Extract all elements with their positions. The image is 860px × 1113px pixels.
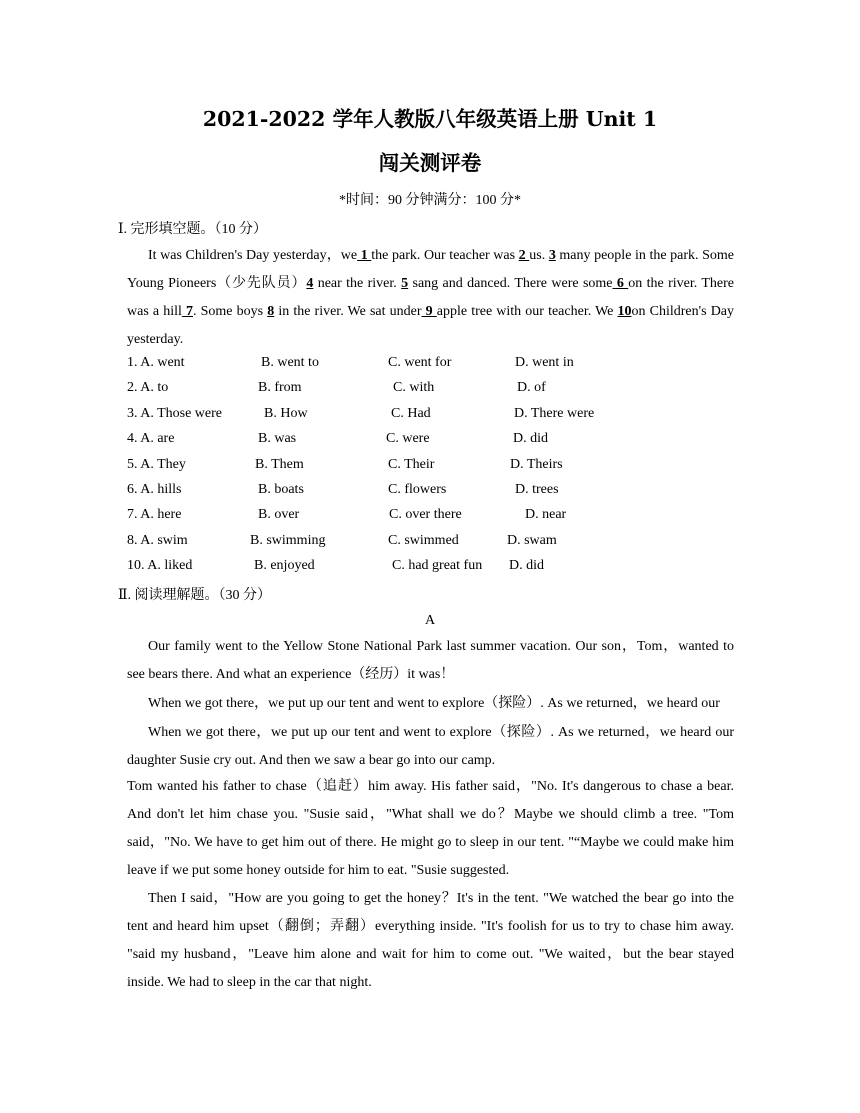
- option-choice[interactable]: D. did: [513, 431, 548, 447]
- option-choice[interactable]: C. were: [386, 431, 430, 447]
- option-row: [127, 533, 767, 558]
- option-choice[interactable]: B. was: [258, 431, 297, 447]
- option-choice[interactable]: D. did: [509, 558, 544, 574]
- passage-text: in the river. We sat under: [274, 304, 422, 319]
- option-choice[interactable]: B. How: [264, 405, 308, 421]
- option-choice[interactable]: B. from: [258, 380, 302, 396]
- reading-paragraph-3: When we got there，we put up our tent and went to explore（探险）. As we returned，we heard our daughter Susie cry out. And then we saw a bear go into our camp.: [127, 725, 734, 768]
- option-choice[interactable]: 8. A. swim: [127, 532, 188, 548]
- passage-text: sang and danced. There were some: [408, 276, 613, 291]
- option-choice[interactable]: D. swam: [507, 532, 557, 548]
- option-choice[interactable]: C. Their: [388, 456, 435, 472]
- exam-meta: *时间：90 分钟满分：100 分*: [339, 193, 521, 208]
- option-choice[interactable]: D. trees: [515, 481, 559, 497]
- option-choice[interactable]: 2. A. to: [127, 380, 169, 396]
- option-choice[interactable]: 6. A. hills: [127, 481, 182, 497]
- option-choice[interactable]: C. over there: [389, 507, 462, 523]
- reading-paragraph-2: When we got there，we put up our tent and went to explore（探险）. As we returned，we heard our: [148, 696, 720, 711]
- blank-number: 9: [421, 304, 437, 319]
- option-choice[interactable]: D. There were: [514, 405, 595, 421]
- blank-number: 7: [181, 304, 194, 319]
- option-choice[interactable]: C. Had: [391, 405, 431, 421]
- reading-paragraph-1: Our family went to the Yellow Stone National Park last summer vacation. Our son，Tom，wanted to see bears there. And what an experience（经历）it was！: [127, 639, 734, 682]
- blank-number: 4: [306, 276, 314, 291]
- passage-text: the park. Our teacher was: [371, 248, 519, 263]
- option-row: [127, 482, 767, 507]
- cloze-options: [127, 355, 767, 584]
- option-choice[interactable]: C. had great fun: [392, 558, 483, 574]
- reading-paragraph-4: Tom wanted his father to chase（追赶）him away. His father said，"No. It's dangerous to chase a bear. And don't let him chase you. "Susie said，"What shall we do？Maybe we should climb a tree. "Tom said，"No. We have to get him out of there. He might go to sleep in our tent. "“Maybe we could make him leave if we put some honey outside for him to eat. "Susie suggested.: [127, 779, 734, 878]
- option-row: [127, 558, 767, 583]
- blank-number: 5: [401, 276, 409, 291]
- cloze-passage: [127, 242, 734, 354]
- option-choice[interactable]: 1. A. went: [127, 355, 185, 370]
- option-choice[interactable]: 4. A. are: [127, 431, 175, 447]
- option-choice[interactable]: 7. A. here: [127, 507, 182, 523]
- option-choice[interactable]: B. went to: [261, 355, 319, 370]
- document-subtitle: 闯关测评卷: [378, 151, 482, 175]
- section-heading-cloze: Ⅰ. 完形填空题。（10 分）: [118, 222, 268, 237]
- reading-paragraph-5: Then I said，"How are you going to get the honey？It's in the tent. "We watched the bear go into the tent and heard him upset（翻倒；弄翻）everything inside. "It's foolish for us to try to chase him away. "said my husband，"Leave him alone and wait for him to come out. "We waited，but the bear stayed inside. We had to sleep in the car that night.: [127, 891, 734, 990]
- passage-text: It was Children's Day yesterday，we: [148, 248, 358, 263]
- option-choice[interactable]: B. Them: [255, 456, 304, 472]
- option-choice[interactable]: B. enjoyed: [254, 558, 315, 574]
- blank-number: 8: [267, 304, 275, 319]
- option-choice[interactable]: C. with: [393, 380, 435, 396]
- option-choice[interactable]: D. Theirs: [510, 456, 563, 472]
- blank-number: 3: [548, 248, 556, 263]
- option-choice[interactable]: D. went in: [515, 355, 574, 370]
- blank-number: 6: [612, 276, 629, 291]
- document-title: 2021-2022 学年人教版八年级英语上册 Unit 1: [202, 107, 658, 131]
- option-choice[interactable]: 5. A. They: [127, 456, 186, 472]
- blank-number: 1: [357, 248, 372, 263]
- option-choice[interactable]: D. near: [525, 507, 567, 523]
- option-choice[interactable]: 3. A. Those were: [127, 405, 222, 421]
- passage-text: . Some boys: [193, 304, 268, 319]
- option-choice[interactable]: C. flowers: [388, 481, 447, 497]
- option-row: [127, 406, 767, 431]
- option-row: [127, 355, 767, 380]
- passage-text: many people in the park. Some Young Pioneers（少先队员）: [127, 248, 735, 291]
- option-choice[interactable]: C. went for: [388, 355, 452, 370]
- blank-number: 10: [617, 304, 632, 319]
- option-choice[interactable]: B. over: [258, 507, 300, 523]
- option-choice[interactable]: B. swimming: [250, 532, 326, 548]
- option-row: [127, 457, 767, 482]
- passage-text: us.: [529, 248, 549, 263]
- blank-number: 2: [518, 248, 530, 263]
- passage-label: A: [424, 613, 436, 628]
- option-choice[interactable]: C. swimmed: [388, 532, 459, 548]
- option-choice[interactable]: 10. A. liked: [127, 558, 193, 574]
- passage-text: near the river.: [313, 276, 402, 291]
- option-choice[interactable]: B. boats: [258, 481, 304, 497]
- option-row: [127, 380, 767, 405]
- passage-text: on Children's Day yesterday.: [127, 304, 735, 347]
- passage-text: on the river. There was a hill: [127, 276, 734, 319]
- passage-text: apple tree with our teacher. We: [436, 304, 618, 319]
- section-heading-reading: Ⅱ. 阅读理解题。（30 分）: [118, 588, 272, 603]
- option-choice[interactable]: D. of: [517, 380, 546, 396]
- option-row: [127, 507, 767, 532]
- option-row: [127, 431, 767, 456]
